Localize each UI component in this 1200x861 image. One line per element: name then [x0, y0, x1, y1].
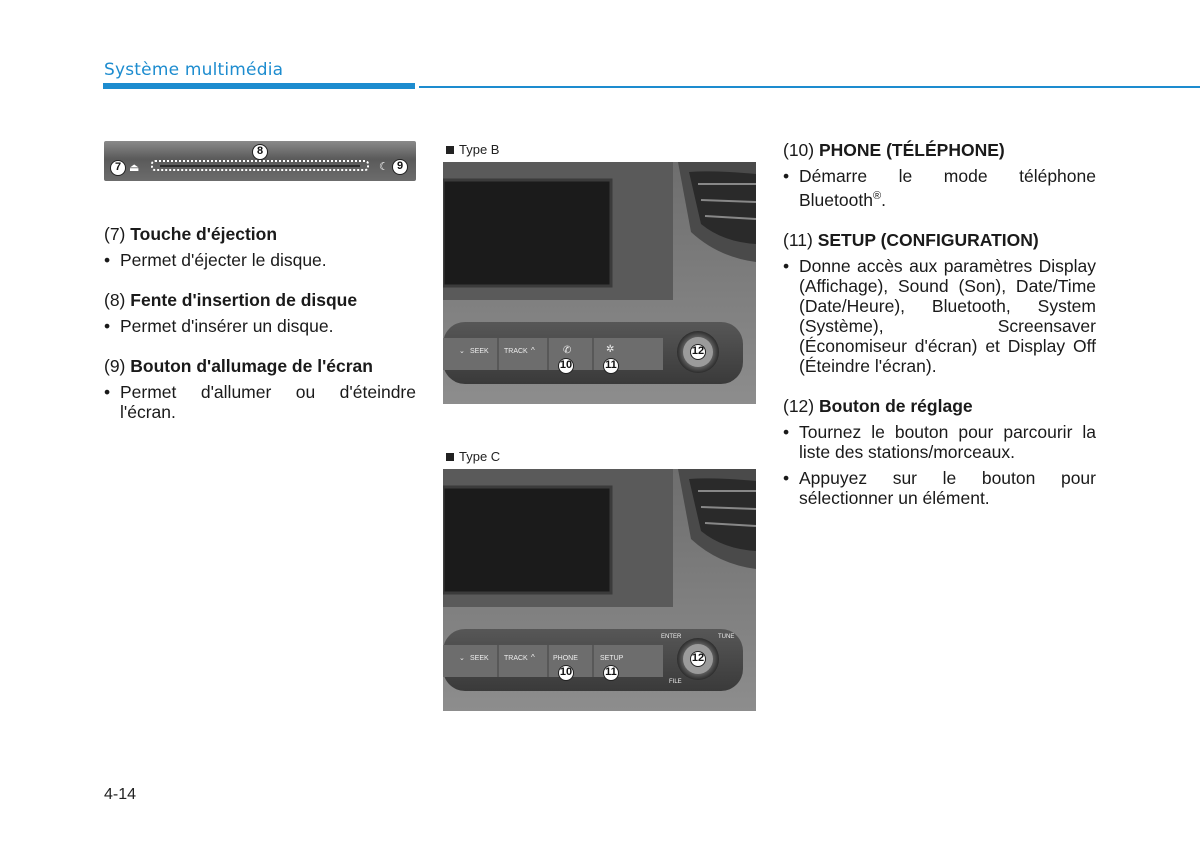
phone-icon: ✆ [563, 345, 572, 356]
phone-label: PHONE [553, 655, 578, 662]
callout-7: 7 [110, 160, 126, 176]
disc-slot-figure [104, 141, 416, 181]
item-heading: (7) Touche d'éjection [104, 224, 278, 244]
header-rule-thick [103, 83, 415, 89]
list-item: • Appuyez sur le bouton pour sélectionner un élément. [783, 467, 1096, 508]
right-column [783, 140, 1096, 508]
type-c-photo [443, 469, 756, 711]
tune-label: TUNE [718, 634, 735, 640]
callout-10: 10 [558, 358, 574, 374]
seek-label: SEEK [470, 348, 489, 355]
setup-label: SETUP [600, 655, 624, 662]
list-item: • Permet d'éjecter le disque. [104, 250, 327, 270]
list-item: • Permet d'insérer un disque. [104, 316, 334, 336]
file-label: FILE [669, 679, 682, 685]
callout-12: 12 [690, 651, 706, 667]
item-heading: (10) PHONE (TÉLÉPHONE) [783, 140, 1005, 160]
slot-line [160, 165, 360, 167]
callout-8: 8 [252, 144, 268, 160]
gear-icon: ✲ [606, 344, 615, 355]
item-heading: (9) Bouton d'allumage de l'écran [104, 356, 373, 376]
list-item: • Donne accès aux paramètres Display (Affichage), Sound (Son), Date/Time (Date/Heure), Bluetooth, System (Système), Screensaver (Économiseur d'écran) et Display Off (Éteindre l'écran). [783, 255, 1096, 376]
track-chevron-icon: ^ [531, 346, 535, 355]
enter-label: ENTER [661, 634, 682, 640]
track-label: TRACK [504, 655, 528, 662]
header-rule-thin [419, 86, 1200, 88]
callout-11: 11 [603, 358, 619, 374]
eject-icon: ⏏ [129, 162, 140, 174]
item-heading: (11) SETUP (CONFIGURATION) [783, 229, 1039, 250]
list-item: • Permet d'allumer ou d'éteindre l'écran. [104, 382, 416, 422]
callout-12: 12 [690, 344, 706, 360]
track-label: TRACK [504, 348, 528, 355]
seek-label: SEEK [470, 655, 489, 662]
type-c-label: Type C [446, 449, 500, 464]
type-b-label: Type B [446, 142, 499, 157]
callout-11: 11 [603, 665, 619, 681]
callout-9: 9 [392, 159, 408, 175]
seek-chevron-icon: ⌄ [459, 655, 465, 662]
page-number: 4-14 [104, 786, 137, 803]
track-chevron-icon: ^ [531, 653, 535, 662]
item-heading: (8) Fente d'insertion de disque [104, 290, 358, 310]
list-item: • Démarre le mode téléphone Bluetooth®. [783, 166, 1096, 210]
seek-chevron-icon: ⌄ [459, 348, 465, 355]
left-column [104, 224, 416, 422]
section-title: Système multimédia [104, 60, 284, 80]
item-heading: (12) Bouton de réglage [783, 395, 973, 416]
moon-icon: ☾ [379, 161, 389, 173]
type-b-photo [443, 162, 756, 404]
callout-10: 10 [558, 665, 574, 681]
list-item: • Tournez le bouton pour parcourir la liste des stations/morceaux. [783, 421, 1096, 462]
